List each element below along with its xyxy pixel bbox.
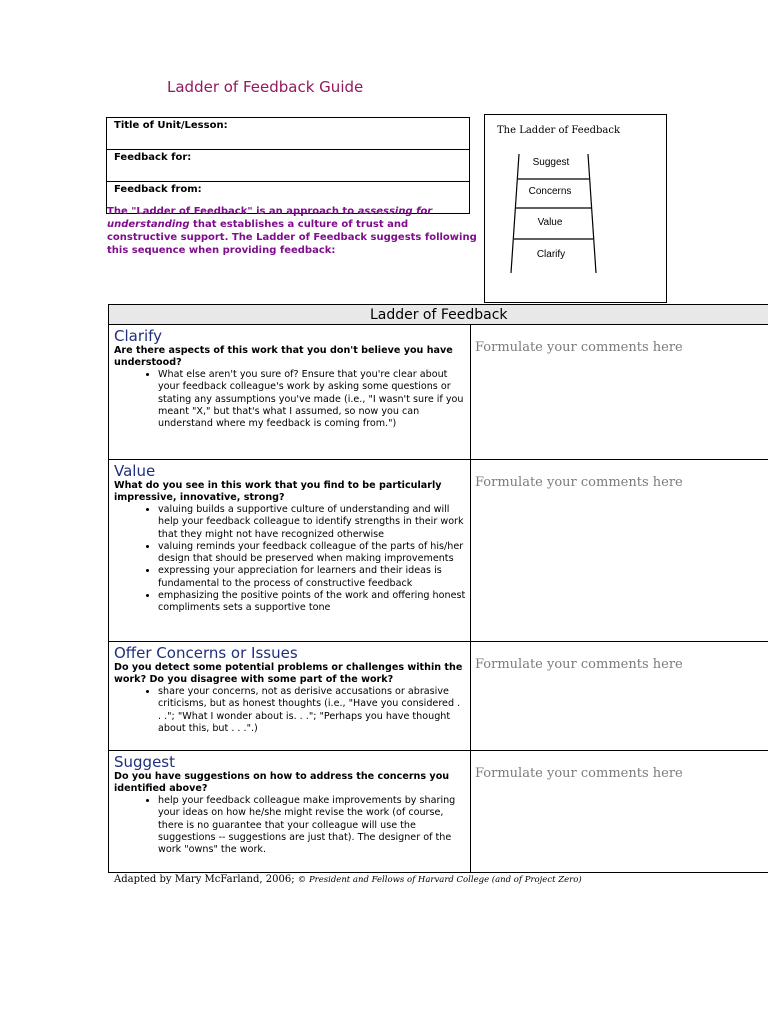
bullet-item: • emphasizing the positive points of the work and offering honest compliments sets a supportive tone — [158, 590, 466, 615]
bullet-item: • What else aren't you sure of? Ensure that you're clear about your feedback colleague's work by asking some questions or stating any assumptions you've made (i.e., "I wasn't sure if you meant "X," but that's what I assumed, so now you can understand where my feedback is coming from.") — [158, 369, 466, 430]
intro-paragraph — [107, 205, 479, 257]
comment-field-suggest[interactable] — [471, 751, 768, 873]
section-question: What do you see in this work that you find to be particularly impressive, innovative, strong? — [114, 480, 442, 503]
section-suggest — [109, 751, 471, 873]
info-table — [106, 117, 470, 214]
table-header: Ladder of Feedback — [109, 305, 768, 325]
rung-concerns: Concerns — [528, 186, 572, 197]
section-row-value — [109, 460, 768, 642]
rung-suggest: Suggest — [532, 157, 570, 168]
bullet-item: • help your feedback colleague make improvements by sharing your ideas on how he/she might revise the work (of course, there is no guarantee that your colleague will use the suggestions -- suggestions are just that). The designer of the work "owns" the work. — [158, 795, 466, 856]
section-title: Suggest — [114, 753, 175, 771]
footer-text: Adapted by Mary McFarland, 2006; — [114, 874, 298, 885]
field-title-of-unit[interactable]: Title of Unit/Lesson: — [107, 118, 470, 150]
rung-clarify: Clarify — [536, 249, 566, 260]
footer-copyright: © President and Fellows of Harvard College (and of Project Zero) — [297, 875, 582, 885]
bullet-item: • valuing builds a supportive culture of understanding and will help your feedback colleague to identify strengths in their work that they might not have recognized otherwise — [158, 504, 466, 541]
ladder-figure — [484, 114, 667, 303]
intro-emphasis: assessing for understanding — [107, 206, 433, 230]
bullet-item: • share your concerns, not as derisive accusations or abrasive criticisms, but as honest thoughts (i.e., "Have you considered . . ."; "What I wonder about is. . ."; "Perhaps you have thought about this, but . . .".) — [158, 686, 466, 735]
section-title: Value — [114, 462, 156, 480]
comment-placeholder: Formulate your comments here — [475, 340, 683, 355]
intro-text-2: that establishes a culture of trust and constructive support. The Ladder of Feedback suggests following this sequence when providing feedback: — [107, 219, 477, 256]
comment-placeholder: Formulate your comments here — [475, 657, 683, 672]
section-value — [109, 460, 471, 642]
section-row-concerns — [109, 642, 768, 751]
section-row-clarify — [109, 325, 768, 460]
comment-placeholder: Formulate your comments here — [475, 475, 683, 490]
ladder-drawing — [485, 115, 666, 302]
section-row-suggest — [109, 751, 768, 873]
comment-field-clarify[interactable] — [471, 325, 768, 460]
section-title: Offer Concerns or Issues — [114, 644, 298, 662]
feedback-table — [108, 304, 768, 873]
footer-credit — [114, 874, 582, 885]
bullet-item: • expressing your appreciation for learners and their ideas is fundamental to the process of constructive feedback — [158, 565, 466, 590]
ladder-figure-title: The Ladder of Feedback — [497, 125, 621, 136]
section-question: Are there aspects of this work that you don't believe you have understood? — [114, 345, 453, 368]
field-feedback-for[interactable]: Feedback for: — [107, 150, 470, 182]
section-concerns — [109, 642, 471, 751]
rung-value: Value — [537, 217, 563, 228]
section-question: Do you detect some potential problems or challenges within the work? Do you disagree with some part of the work? — [114, 662, 463, 685]
section-question: Do you have suggestions on how to address the concerns you identified above? — [114, 771, 450, 794]
section-title: Clarify — [114, 327, 163, 345]
comment-field-value[interactable] — [471, 460, 768, 642]
intro-text-1: The "Ladder of Feedback" is an approach to — [107, 206, 358, 217]
document-title: Ladder of Feedback Guide — [167, 78, 364, 96]
comment-field-concerns[interactable] — [471, 642, 768, 751]
comment-placeholder: Formulate your comments here — [475, 766, 683, 781]
field-feedback-from[interactable]: Feedback from: — [107, 182, 470, 214]
section-clarify — [109, 325, 471, 460]
bullet-item: • valuing reminds your feedback colleague of the parts of his/her design that should be preserved when making improvements — [158, 541, 466, 566]
